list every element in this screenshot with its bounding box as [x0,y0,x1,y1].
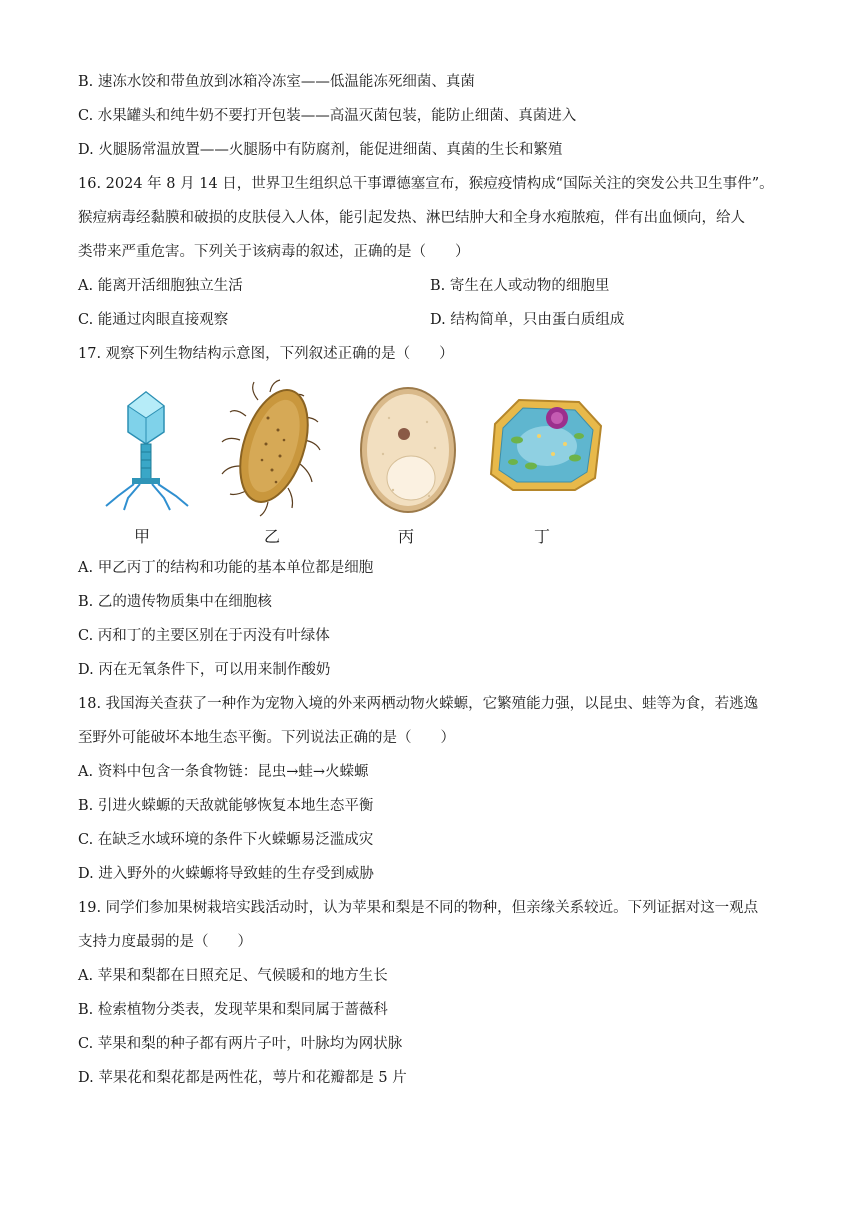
bacterium-figure [218,378,328,518]
q17-option-b: B. 乙的遗传物质集中在细胞核 [78,594,272,610]
q16-option-d: D. 结构简单，只由蛋白质组成 [430,312,625,328]
q18-option-c: C. 在缺乏水域环境的条件下火蝾螈易泛滥成灾 [78,832,374,848]
q15-option-b: B. 速冻水饺和带鱼放到冰箱冷冻室——低温能冻死细菌、真菌 [78,74,475,90]
q18-option-d: D. 进入野外的火蝾螈将导致蛙的生存受到威胁 [78,866,374,882]
q18-stem-line1: 18. 我国海关查获了一种作为宠物入境的外来两栖动物火蝾螈，它繁殖能力强，以昆虫、蛙等为食，若逃逸 [78,696,759,712]
organism-figure-row [78,378,638,548]
q19-option-a: A. 苹果和梨都在日照充足、气候暖和的地方生长 [78,968,388,984]
q17-option-a: A. 甲乙丙丁的结构和功能的基本单位都是细胞 [78,560,374,576]
q18-option-a: A. 资料中包含一条食物链：昆虫→蛙→火蝾螈 [78,764,369,780]
q17-stem: 17. 观察下列生物结构示意图，下列叙述正确的是（ ） [78,346,454,362]
figure-label-ding: 丁 [534,527,551,546]
q16-stem-line1: 16. 2024 年 8 月 14 日，世界卫生组织总干事谭德塞宣布，猴痘疫情构成“国际关注的突发公共卫生事件”。 [78,176,774,192]
q19-option-d: D. 苹果花和梨花都是两性花，萼片和花瓣都是 5 片 [78,1070,407,1086]
yeast-cell-figure [353,378,463,518]
q16-option-c: C. 能通过肉眼直接观察 [78,312,229,328]
q16-stem-line3: 类带来严重危害。下列关于该病毒的叙述，正确的是（ ） [78,244,470,260]
q19-option-b: B. 检索植物分类表，发现苹果和梨同属于蔷薇科 [78,1002,388,1018]
q17-option-c: C. 丙和丁的主要区别在于丙没有叶绿体 [78,628,330,644]
q18-option-b: B. 引进火蝾螈的天敌就能够恢复本地生态平衡 [78,798,374,814]
q15-option-d: D. 火腿肠常温放置——火腿肠中有防腐剂，能促进细菌、真菌的生长和繁殖 [78,142,563,158]
bacteriophage-figure [88,378,198,518]
q19-option-c: C. 苹果和梨的种子都有两片子叶，叶脉均为网状脉 [78,1036,403,1052]
q17-option-d: D. 丙在无氧条件下，可以用来制作酸奶 [78,662,331,678]
figure-label-jia: 甲 [134,527,151,546]
q19-stem-line1: 19. 同学们参加果树栽培实践活动时，认为苹果和梨是不同的物种，但亲缘关系较近。下列证据对这一观点 [78,900,759,916]
q16-stem-line2: 猴痘病毒经黏膜和破损的皮肤侵入人体，能引起发热、淋巴结肿大和全身水疱脓疱，伴有出血倾向，给人 [78,210,745,226]
q15-option-c: C. 水果罐头和纯牛奶不要打开包装——高温灭菌包装，能防止细菌、真菌进入 [78,108,577,124]
figure-label-bing: 丙 [398,527,415,546]
q16-option-a: A. 能离开活细胞独立生活 [78,278,243,294]
figure-label-yi: 乙 [264,527,281,546]
plant-cell-figure [483,378,608,518]
q18-stem-line2: 至野外可能破坏本地生态平衡。下列说法正确的是（ ） [78,730,455,746]
q16-option-b: B. 寄生在人或动物的细胞里 [430,278,610,294]
q19-stem-line2: 支持力度最弱的是（ ） [78,934,252,950]
